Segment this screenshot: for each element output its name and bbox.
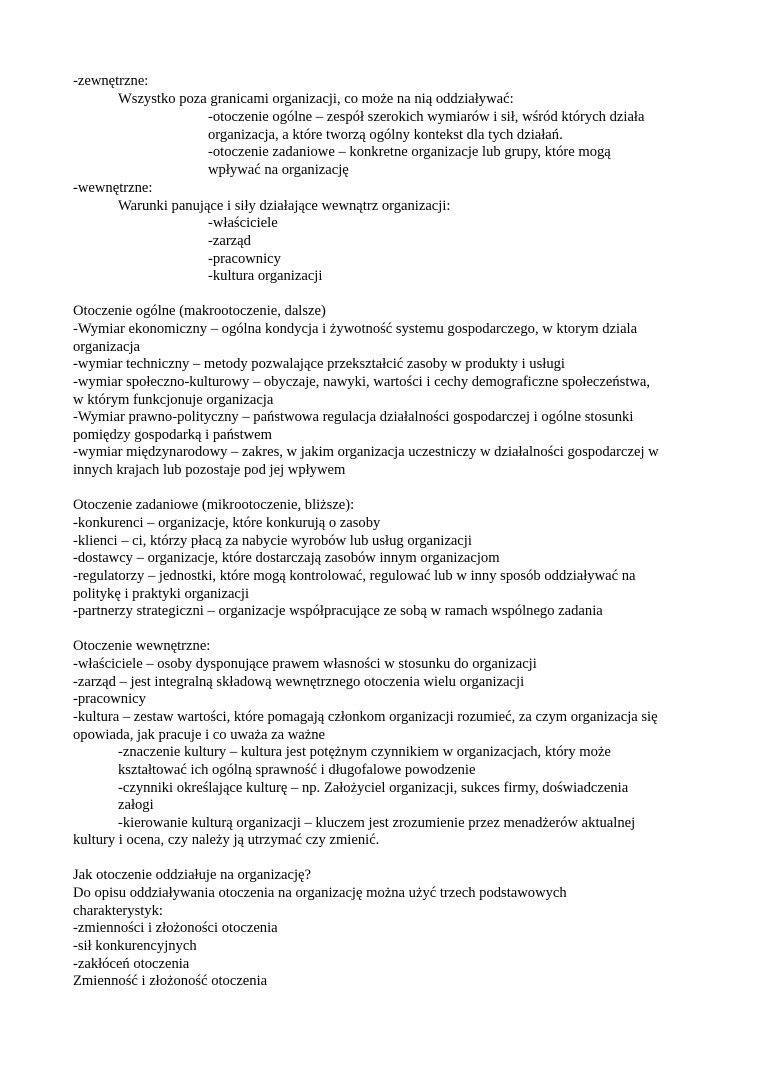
general-line: organizacja <box>73 339 140 355</box>
task-line: -dostawcy – organizacje, które dostarczają zasobów innym organizacjom <box>73 550 500 566</box>
task-heading: Otoczenie zadaniowe (mikrootoczenie, bliższe): <box>73 497 355 513</box>
general-line: w którym funkcjonuje organizacja <box>73 392 274 408</box>
task-line: -partnerzy strategiczni – organizacje współpracujące ze sobą w ramach wspólnego zadania <box>73 603 603 619</box>
general-heading: Otoczenie ogólne (makrootoczenie, dalsze) <box>73 303 326 319</box>
influence-question: Jak otoczenie oddziałuje na organizację? <box>73 867 311 883</box>
influence-line: Zmienność i złożoność otoczenia <box>73 973 268 989</box>
external-task-line-1: -otoczenie zadaniowe – konkretne organizacje lub grupy, które mogą <box>208 144 611 160</box>
general-line: -wymiar techniczny – metody pozwalające przekształcić zasoby w produkty i usługi <box>73 356 565 372</box>
task-line: politykę i praktyki organizacji <box>73 586 250 602</box>
culture-point: -czynniki określające kulturę – np. Założyciel organizacji, sukces firmy, doświadczenia <box>118 780 629 796</box>
culture-tail: kultury i ocena, czy należy ją utrzymać czy zmienić. <box>73 832 380 848</box>
internal-env-line: -pracownicy <box>73 691 146 707</box>
culture-point: kształtować ich ogólną sprawność i długofalowe powodzenie <box>118 762 476 778</box>
task-line: -konkurenci – organizacje, które konkurują o zasoby <box>73 515 381 531</box>
internal-env-line: -kultura – zestaw wartości, które pomagają członkom organizacji rozumieć, za czym organizacja się <box>73 709 658 725</box>
external-general-line-1: -otoczenie ogólne – zespół szerokich wymiarów i sił, wśród których działa <box>208 109 645 125</box>
internal-intro: Warunki panujące i siły działające wewnątrz organizacji: <box>118 198 451 214</box>
general-line: pomiędzy gospodarką i państwem <box>73 427 272 443</box>
influence-line: -zmienności i złożoności otoczenia <box>73 920 278 936</box>
external-intro: Wszystko poza granicami organizacji, co może na nią oddziaływać: <box>118 91 514 107</box>
culture-point: -kierowanie kulturą organizacji – kluczem jest zrozumienie przez menadżerów aktualnej <box>118 815 636 831</box>
internal-env-line: opowiada, jak pracuje i co uważa za ważne <box>73 727 326 743</box>
external-general-line-2: organizacja, a które tworzą ogólny kontekst dla tych działań. <box>208 127 563 143</box>
culture-point: załogi <box>118 797 154 813</box>
external-task-line-2: wpływać na organizację <box>208 162 349 178</box>
influence-line: -zakłóceń otoczenia <box>73 956 190 972</box>
influence-line: -sił konkurencyjnych <box>73 938 197 954</box>
internal-env-heading: Otoczenie wewnętrzne: <box>73 638 211 654</box>
task-line: -klienci – ci, którzy płacą za nabycie wyrobów lub usług organizacji <box>73 533 472 549</box>
internal-item: -pracownicy <box>208 251 281 267</box>
influence-line: charakterystyk: <box>73 903 163 919</box>
general-line: -wymiar społeczno-kulturowy – obyczaje, nawyki, wartości i cechy demograficzne społeczeństwa, <box>73 374 651 390</box>
internal-env-line: -zarząd – jest integralną składową wewnętrznego otoczenia wielu organizacji <box>73 674 525 690</box>
task-line: -regulatorzy – jednostki, które mogą kontrolować, regulować lub w inny sposób oddziaływać na <box>73 568 636 584</box>
general-line: -wymiar międzynarodowy – zakres, w jakim organizacja uczestniczy w działalności gospodarczej w <box>73 444 659 460</box>
influence-line: Do opisu oddziaływania otoczenia na organizację można użyć trzech podstawowych <box>73 885 567 901</box>
general-line: -Wymiar ekonomiczny – ogólna kondycja i żywotność systemu gospodarczego, w ktorym dziala <box>73 321 638 337</box>
internal-heading: -wewnętrzne: <box>73 180 153 196</box>
internal-item: -kultura organizacji <box>208 268 323 284</box>
external-heading: -zewnętrzne: <box>73 73 149 89</box>
general-line: innych krajach lub pozostaje pod jej wpływem <box>73 462 346 478</box>
internal-item: -właściciele <box>208 215 278 231</box>
culture-point: -znaczenie kultury – kultura jest potężnym czynnikiem w organizacjach, który może <box>118 744 611 760</box>
internal-env-line: -właściciele – osoby dysponujące prawem własności w stosunku do organizacji <box>73 656 537 672</box>
internal-item: -zarząd <box>208 233 251 249</box>
general-line: -Wymiar prawno-polityczny – państwowa regulacja działalności gospodarczej i ogólne stosunki <box>73 409 634 425</box>
